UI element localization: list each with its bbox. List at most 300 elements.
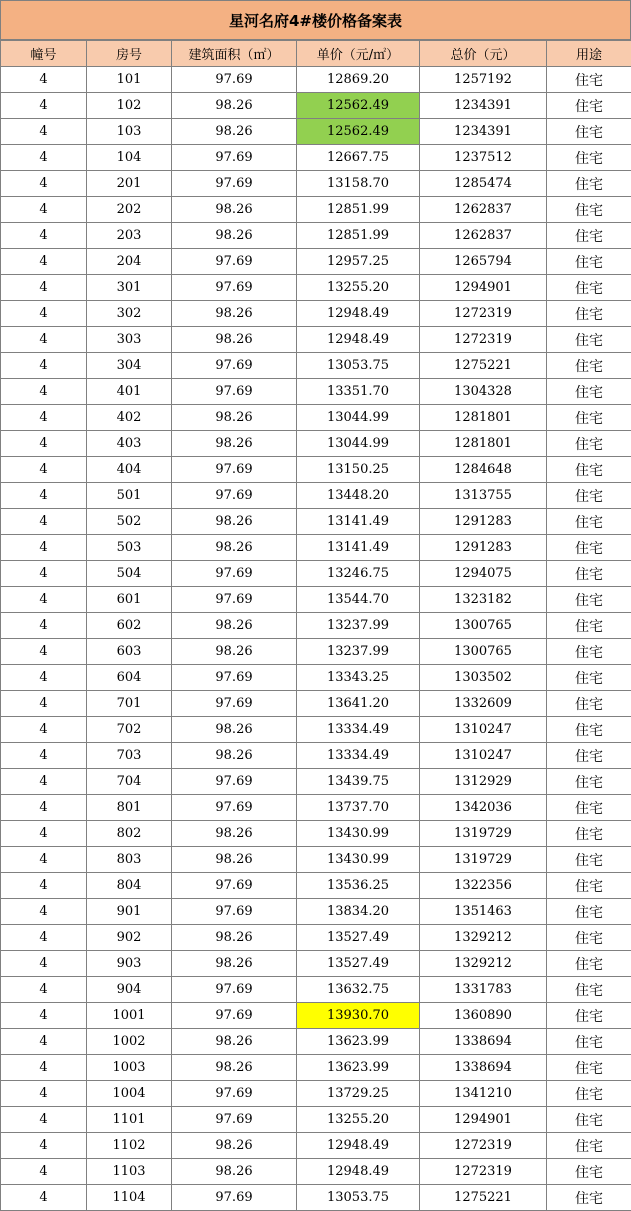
cell-building: 4 — [1, 93, 87, 119]
cell-total-price: 1275221 — [420, 1185, 547, 1211]
header-row — [1, 41, 631, 67]
cell-use: 住宅 — [547, 509, 631, 535]
cell-room: 603 — [87, 639, 172, 665]
cell-unit-price: 13141.49 — [297, 535, 420, 561]
cell-use: 住宅 — [547, 951, 631, 977]
cell-unit-price: 12948.49 — [297, 1133, 420, 1159]
cell-use: 住宅 — [547, 197, 631, 223]
table-row — [1, 1003, 631, 1029]
cell-total-price: 1312929 — [420, 769, 547, 795]
cell-area: 98.26 — [172, 1133, 297, 1159]
table-row — [1, 1185, 631, 1211]
cell-building: 4 — [1, 925, 87, 951]
cell-room: 601 — [87, 587, 172, 613]
cell-building: 4 — [1, 1133, 87, 1159]
cell-unit-price: 13334.49 — [297, 743, 420, 769]
cell-area: 98.26 — [172, 431, 297, 457]
cell-room: 204 — [87, 249, 172, 275]
cell-use: 住宅 — [547, 665, 631, 691]
table-row — [1, 951, 631, 977]
cell-building: 4 — [1, 1029, 87, 1055]
table-row — [1, 847, 631, 873]
table-row — [1, 379, 631, 405]
cell-building: 4 — [1, 717, 87, 743]
table-row — [1, 795, 631, 821]
table-row — [1, 1029, 631, 1055]
cell-total-price: 1304328 — [420, 379, 547, 405]
cell-room: 403 — [87, 431, 172, 457]
table-row — [1, 483, 631, 509]
cell-total-price: 1360890 — [420, 1003, 547, 1029]
header-use: 用途 — [547, 41, 631, 67]
table-row — [1, 67, 631, 93]
cell-use: 住宅 — [547, 717, 631, 743]
cell-room: 404 — [87, 457, 172, 483]
cell-unit-price: 12957.25 — [297, 249, 420, 275]
cell-room: 702 — [87, 717, 172, 743]
table-row — [1, 431, 631, 457]
table-row — [1, 171, 631, 197]
table-row — [1, 639, 631, 665]
cell-unit-price: 13448.20 — [297, 483, 420, 509]
cell-room: 1003 — [87, 1055, 172, 1081]
cell-use: 住宅 — [547, 691, 631, 717]
cell-total-price: 1262837 — [420, 223, 547, 249]
cell-use: 住宅 — [547, 431, 631, 457]
table-row — [1, 223, 631, 249]
table-row — [1, 587, 631, 613]
cell-building: 4 — [1, 379, 87, 405]
cell-unit-price: 13623.99 — [297, 1055, 420, 1081]
cell-room: 903 — [87, 951, 172, 977]
cell-area: 97.69 — [172, 795, 297, 821]
cell-total-price: 1237512 — [420, 145, 547, 171]
cell-area: 97.69 — [172, 1081, 297, 1107]
cell-total-price: 1294901 — [420, 1107, 547, 1133]
cell-total-price: 1265794 — [420, 249, 547, 275]
cell-area: 97.69 — [172, 1003, 297, 1029]
cell-total-price: 1341210 — [420, 1081, 547, 1107]
cell-area: 98.26 — [172, 405, 297, 431]
cell-building: 4 — [1, 483, 87, 509]
header-total-price: 总价（元） — [420, 41, 547, 67]
cell-total-price: 1342036 — [420, 795, 547, 821]
cell-building: 4 — [1, 275, 87, 301]
cell-building: 4 — [1, 1055, 87, 1081]
cell-use: 住宅 — [547, 587, 631, 613]
cell-room: 804 — [87, 873, 172, 899]
table-row — [1, 717, 631, 743]
cell-building: 4 — [1, 769, 87, 795]
cell-building: 4 — [1, 353, 87, 379]
cell-unit-price: 13737.70 — [297, 795, 420, 821]
cell-use: 住宅 — [547, 821, 631, 847]
cell-room: 904 — [87, 977, 172, 1003]
table-row — [1, 301, 631, 327]
cell-total-price: 1281801 — [420, 405, 547, 431]
cell-room: 803 — [87, 847, 172, 873]
table-row — [1, 93, 631, 119]
cell-use: 住宅 — [547, 353, 631, 379]
cell-unit-price: 13343.25 — [297, 665, 420, 691]
cell-unit-price: 13053.75 — [297, 1185, 420, 1211]
cell-total-price: 1291283 — [420, 535, 547, 561]
cell-use: 住宅 — [547, 1159, 631, 1185]
cell-total-price: 1319729 — [420, 847, 547, 873]
cell-use: 住宅 — [547, 1107, 631, 1133]
cell-area: 98.26 — [172, 925, 297, 951]
cell-building: 4 — [1, 1159, 87, 1185]
cell-room: 302 — [87, 301, 172, 327]
table-row — [1, 925, 631, 951]
cell-total-price: 1329212 — [420, 951, 547, 977]
cell-use: 住宅 — [547, 145, 631, 171]
cell-building: 4 — [1, 249, 87, 275]
cell-building: 4 — [1, 873, 87, 899]
cell-unit-price: 12948.49 — [297, 1159, 420, 1185]
cell-unit-price: 12869.20 — [297, 67, 420, 93]
cell-unit-price: 13623.99 — [297, 1029, 420, 1055]
cell-total-price: 1294901 — [420, 275, 547, 301]
cell-unit-price: 13536.25 — [297, 873, 420, 899]
cell-area: 97.69 — [172, 145, 297, 171]
cell-area: 98.26 — [172, 197, 297, 223]
cell-room: 504 — [87, 561, 172, 587]
cell-use: 住宅 — [547, 1055, 631, 1081]
cell-total-price: 1284648 — [420, 457, 547, 483]
cell-area: 98.26 — [172, 1055, 297, 1081]
table-row — [1, 457, 631, 483]
table-row — [1, 691, 631, 717]
cell-room: 102 — [87, 93, 172, 119]
cell-room: 901 — [87, 899, 172, 925]
cell-room: 502 — [87, 509, 172, 535]
cell-use: 住宅 — [547, 795, 631, 821]
cell-room: 201 — [87, 171, 172, 197]
cell-use: 住宅 — [547, 847, 631, 873]
cell-area: 98.26 — [172, 119, 297, 145]
cell-area: 98.26 — [172, 743, 297, 769]
cell-building: 4 — [1, 1003, 87, 1029]
cell-building: 4 — [1, 951, 87, 977]
cell-unit-price: 12948.49 — [297, 327, 420, 353]
table-row — [1, 327, 631, 353]
cell-unit-price: 13430.99 — [297, 821, 420, 847]
cell-area: 97.69 — [172, 977, 297, 1003]
cell-unit-price: 13246.75 — [297, 561, 420, 587]
cell-total-price: 1294075 — [420, 561, 547, 587]
cell-unit-price: 13053.75 — [297, 353, 420, 379]
cell-unit-price: 13158.70 — [297, 171, 420, 197]
cell-use: 住宅 — [547, 119, 631, 145]
cell-area: 98.26 — [172, 509, 297, 535]
cell-area: 98.26 — [172, 639, 297, 665]
header-unit-price: 单价（元/㎡） — [297, 41, 420, 67]
cell-area: 97.69 — [172, 691, 297, 717]
cell-room: 104 — [87, 145, 172, 171]
cell-building: 4 — [1, 301, 87, 327]
cell-area: 97.69 — [172, 249, 297, 275]
cell-building: 4 — [1, 119, 87, 145]
table-row — [1, 743, 631, 769]
cell-unit-price: 13544.70 — [297, 587, 420, 613]
price-table — [0, 40, 631, 1211]
cell-area: 98.26 — [172, 717, 297, 743]
cell-total-price: 1272319 — [420, 301, 547, 327]
cell-area: 98.26 — [172, 821, 297, 847]
cell-use: 住宅 — [547, 67, 631, 93]
cell-area: 98.26 — [172, 93, 297, 119]
cell-unit-price: 13834.20 — [297, 899, 420, 925]
cell-use: 住宅 — [547, 639, 631, 665]
cell-use: 住宅 — [547, 379, 631, 405]
cell-total-price: 1323182 — [420, 587, 547, 613]
cell-total-price: 1285474 — [420, 171, 547, 197]
cell-area: 98.26 — [172, 1029, 297, 1055]
cell-unit-price: 12851.99 — [297, 197, 420, 223]
table-row — [1, 821, 631, 847]
cell-unit-price: 13255.20 — [297, 275, 420, 301]
cell-room: 301 — [87, 275, 172, 301]
table-row — [1, 197, 631, 223]
cell-use: 住宅 — [547, 561, 631, 587]
cell-total-price: 1319729 — [420, 821, 547, 847]
cell-area: 98.26 — [172, 535, 297, 561]
sheet-title: 星河名府4#楼价格备案表 — [0, 0, 631, 40]
cell-total-price: 1275221 — [420, 353, 547, 379]
cell-unit-price: 12948.49 — [297, 301, 420, 327]
header-building: 幢号 — [1, 41, 87, 67]
cell-area: 97.69 — [172, 1185, 297, 1211]
cell-area: 98.26 — [172, 847, 297, 873]
cell-room: 902 — [87, 925, 172, 951]
cell-total-price: 1338694 — [420, 1055, 547, 1081]
cell-room: 101 — [87, 67, 172, 93]
table-row — [1, 977, 631, 1003]
cell-unit-price: 13527.49 — [297, 925, 420, 951]
cell-building: 4 — [1, 223, 87, 249]
table-row — [1, 1055, 631, 1081]
cell-use: 住宅 — [547, 1003, 631, 1029]
table-row — [1, 353, 631, 379]
cell-room: 203 — [87, 223, 172, 249]
cell-room: 304 — [87, 353, 172, 379]
cell-total-price: 1291283 — [420, 509, 547, 535]
cell-total-price: 1257192 — [420, 67, 547, 93]
cell-building: 4 — [1, 1107, 87, 1133]
cell-building: 4 — [1, 67, 87, 93]
cell-unit-price: 12667.75 — [297, 145, 420, 171]
cell-use: 住宅 — [547, 93, 631, 119]
cell-unit-price: 13044.99 — [297, 405, 420, 431]
cell-total-price: 1329212 — [420, 925, 547, 951]
cell-building: 4 — [1, 691, 87, 717]
cell-area: 97.69 — [172, 561, 297, 587]
table-row — [1, 561, 631, 587]
cell-area: 97.69 — [172, 353, 297, 379]
cell-building: 4 — [1, 197, 87, 223]
cell-room: 701 — [87, 691, 172, 717]
cell-building: 4 — [1, 145, 87, 171]
cell-area: 98.26 — [172, 613, 297, 639]
cell-use: 住宅 — [547, 249, 631, 275]
cell-use: 住宅 — [547, 327, 631, 353]
table-row — [1, 665, 631, 691]
cell-use: 住宅 — [547, 873, 631, 899]
cell-building: 4 — [1, 977, 87, 1003]
cell-total-price: 1351463 — [420, 899, 547, 925]
table-row — [1, 873, 631, 899]
cell-room: 503 — [87, 535, 172, 561]
table-row — [1, 275, 631, 301]
cell-room: 1102 — [87, 1133, 172, 1159]
cell-building: 4 — [1, 509, 87, 535]
cell-building: 4 — [1, 847, 87, 873]
cell-area: 97.69 — [172, 457, 297, 483]
cell-area: 97.69 — [172, 587, 297, 613]
cell-room: 1101 — [87, 1107, 172, 1133]
cell-area: 98.26 — [172, 1159, 297, 1185]
cell-use: 住宅 — [547, 1133, 631, 1159]
cell-use: 住宅 — [547, 171, 631, 197]
cell-total-price: 1338694 — [420, 1029, 547, 1055]
cell-unit-price: 13237.99 — [297, 639, 420, 665]
cell-area: 97.69 — [172, 67, 297, 93]
cell-building: 4 — [1, 457, 87, 483]
cell-total-price: 1281801 — [420, 431, 547, 457]
table-row — [1, 1133, 631, 1159]
cell-area: 97.69 — [172, 1107, 297, 1133]
cell-area: 97.69 — [172, 483, 297, 509]
cell-total-price: 1331783 — [420, 977, 547, 1003]
cell-use: 住宅 — [547, 483, 631, 509]
cell-area: 98.26 — [172, 327, 297, 353]
cell-total-price: 1272319 — [420, 1159, 547, 1185]
cell-building: 4 — [1, 327, 87, 353]
table-row — [1, 249, 631, 275]
cell-total-price: 1272319 — [420, 327, 547, 353]
cell-unit-price: 12851.99 — [297, 223, 420, 249]
cell-room: 703 — [87, 743, 172, 769]
cell-room: 1104 — [87, 1185, 172, 1211]
cell-use: 住宅 — [547, 535, 631, 561]
cell-total-price: 1272319 — [420, 1133, 547, 1159]
cell-total-price: 1262837 — [420, 197, 547, 223]
cell-building: 4 — [1, 561, 87, 587]
cell-total-price: 1303502 — [420, 665, 547, 691]
cell-total-price: 1322356 — [420, 873, 547, 899]
cell-unit-price: 13632.75 — [297, 977, 420, 1003]
cell-building: 4 — [1, 431, 87, 457]
cell-use: 住宅 — [547, 1029, 631, 1055]
cell-unit-price: 13430.99 — [297, 847, 420, 873]
cell-building: 4 — [1, 171, 87, 197]
cell-unit-price: 13439.75 — [297, 769, 420, 795]
cell-total-price: 1310247 — [420, 717, 547, 743]
cell-use: 住宅 — [547, 301, 631, 327]
cell-building: 4 — [1, 665, 87, 691]
table-row — [1, 1081, 631, 1107]
cell-area: 97.69 — [172, 665, 297, 691]
cell-use: 住宅 — [547, 977, 631, 1003]
cell-room: 704 — [87, 769, 172, 795]
table-row — [1, 535, 631, 561]
cell-area: 98.26 — [172, 223, 297, 249]
cell-building: 4 — [1, 795, 87, 821]
cell-unit-price: 13334.49 — [297, 717, 420, 743]
cell-room: 604 — [87, 665, 172, 691]
cell-total-price: 1313755 — [420, 483, 547, 509]
cell-room: 1002 — [87, 1029, 172, 1055]
cell-unit-price: 13237.99 — [297, 613, 420, 639]
cell-unit-price: 13044.99 — [297, 431, 420, 457]
cell-use: 住宅 — [547, 275, 631, 301]
cell-use: 住宅 — [547, 405, 631, 431]
header-room: 房号 — [87, 41, 172, 67]
cell-use: 住宅 — [547, 769, 631, 795]
cell-total-price: 1310247 — [420, 743, 547, 769]
cell-building: 4 — [1, 821, 87, 847]
cell-unit-price: 13930.70 — [297, 1003, 420, 1029]
cell-room: 402 — [87, 405, 172, 431]
cell-building: 4 — [1, 743, 87, 769]
cell-building: 4 — [1, 899, 87, 925]
cell-room: 602 — [87, 613, 172, 639]
cell-room: 1004 — [87, 1081, 172, 1107]
cell-room: 303 — [87, 327, 172, 353]
cell-use: 住宅 — [547, 457, 631, 483]
cell-total-price: 1234391 — [420, 119, 547, 145]
cell-room: 103 — [87, 119, 172, 145]
cell-building: 4 — [1, 405, 87, 431]
cell-building: 4 — [1, 1081, 87, 1107]
cell-building: 4 — [1, 535, 87, 561]
cell-unit-price: 13641.20 — [297, 691, 420, 717]
cell-room: 501 — [87, 483, 172, 509]
table-row — [1, 899, 631, 925]
cell-room: 202 — [87, 197, 172, 223]
cell-total-price: 1332609 — [420, 691, 547, 717]
table-row — [1, 509, 631, 535]
cell-area: 97.69 — [172, 899, 297, 925]
cell-building: 4 — [1, 587, 87, 613]
cell-use: 住宅 — [547, 899, 631, 925]
table-row — [1, 405, 631, 431]
cell-use: 住宅 — [547, 1081, 631, 1107]
cell-unit-price: 13255.20 — [297, 1107, 420, 1133]
cell-unit-price: 13351.70 — [297, 379, 420, 405]
cell-room: 801 — [87, 795, 172, 821]
cell-building: 4 — [1, 1185, 87, 1211]
cell-area: 97.69 — [172, 275, 297, 301]
cell-unit-price: 13150.25 — [297, 457, 420, 483]
cell-unit-price: 13141.49 — [297, 509, 420, 535]
cell-use: 住宅 — [547, 223, 631, 249]
table-row — [1, 1159, 631, 1185]
cell-area: 97.69 — [172, 171, 297, 197]
cell-room: 802 — [87, 821, 172, 847]
cell-room: 1001 — [87, 1003, 172, 1029]
cell-use: 住宅 — [547, 925, 631, 951]
cell-unit-price: 12562.49 — [297, 119, 420, 145]
table-row — [1, 119, 631, 145]
table-row — [1, 1107, 631, 1133]
cell-unit-price: 13527.49 — [297, 951, 420, 977]
cell-use: 住宅 — [547, 613, 631, 639]
cell-unit-price: 13729.25 — [297, 1081, 420, 1107]
cell-use: 住宅 — [547, 743, 631, 769]
table-row — [1, 613, 631, 639]
